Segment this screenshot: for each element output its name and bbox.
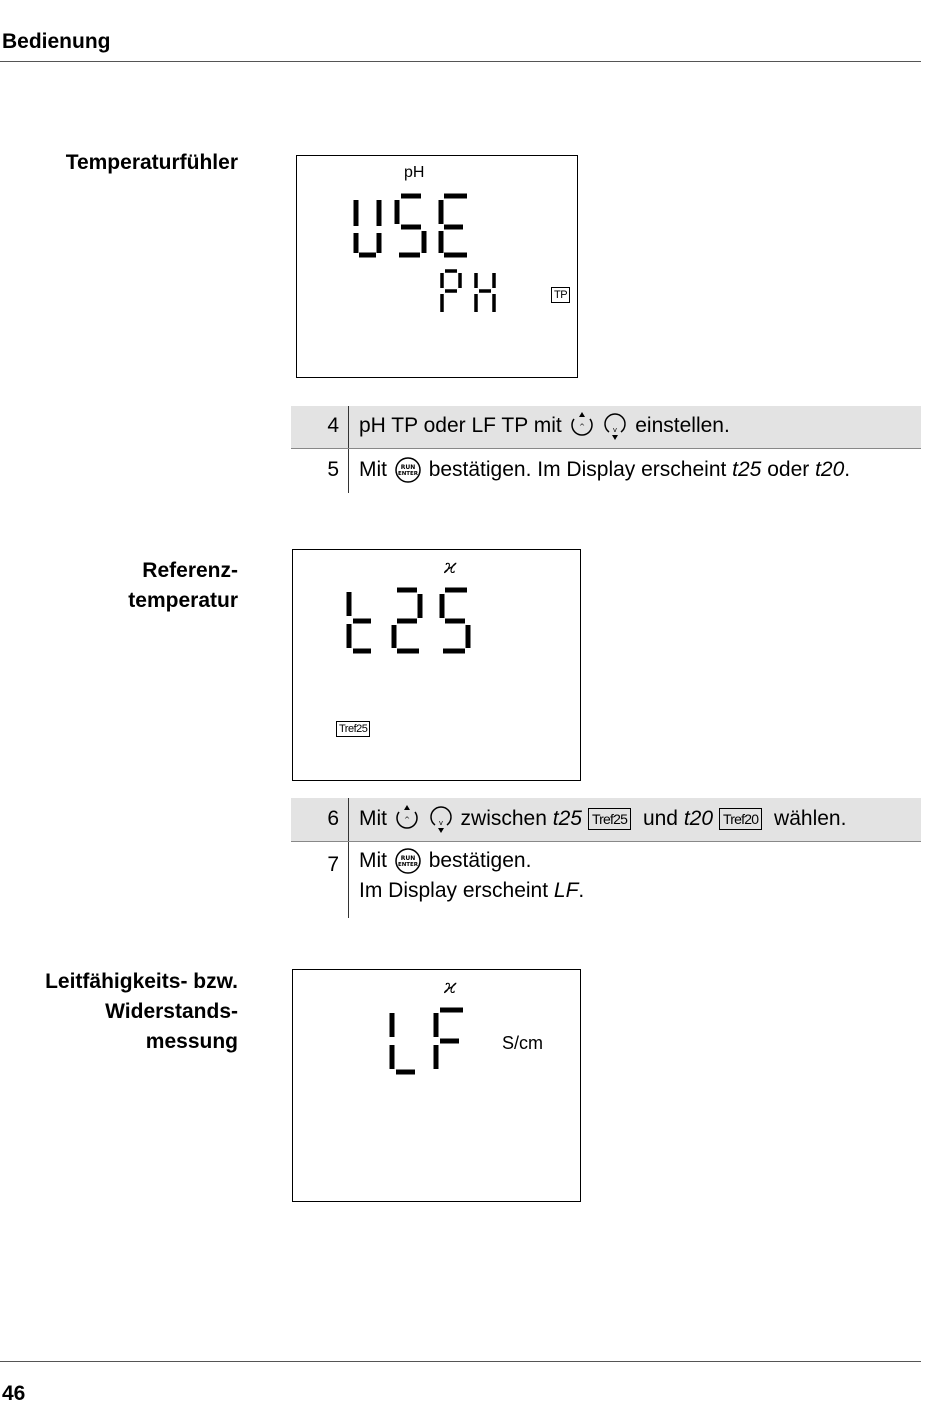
step-value: t25 <box>732 458 762 481</box>
section-label-leitfaehigkeit <box>45 967 238 1057</box>
svg-text:RUN: RUN <box>400 464 416 472</box>
lcd-segment-text-t25 <box>293 550 582 782</box>
step-text-segment: und <box>642 807 678 830</box>
section-label-line: Leitfähigkeits- bzw. <box>45 970 238 993</box>
steps-table-4-5 <box>291 406 921 493</box>
step-text-line <box>359 876 921 906</box>
svg-text:ENTER: ENTER <box>397 471 418 478</box>
step-text-segment: wählen. <box>774 807 847 830</box>
lcd-tp-indicator: TP <box>551 287 570 303</box>
lcd-display-lf <box>292 969 581 1202</box>
step-text-segment: pH TP oder LF TP mit <box>359 414 562 437</box>
tref20-indicator: Tref20 <box>719 808 762 830</box>
lcd-conductivity-symbol: ϰ <box>444 974 457 998</box>
lcd-ph-symbol: pH <box>404 164 425 181</box>
svg-text:^: ^ <box>403 816 410 825</box>
step-text-segment: Mit <box>359 849 387 872</box>
down-arrow-key-icon <box>427 803 455 835</box>
section-label-temperaturfuehler <box>66 148 238 178</box>
step-row <box>291 406 921 449</box>
lcd-display-use-ph <box>296 155 578 378</box>
run-enter-key-icon <box>393 846 423 876</box>
step-text-segment: . <box>844 458 851 481</box>
step-text-segment: bestätigen. Im Display erscheint <box>428 458 727 481</box>
section-label-line: Temperaturfühler <box>65 151 238 174</box>
up-arrow-key-icon <box>393 803 421 835</box>
lcd-conductivity-symbol: ϰ <box>444 554 457 578</box>
header-rule <box>0 61 921 62</box>
step-text-segment: Mit <box>359 807 387 830</box>
step-text-segment: Mit <box>359 458 387 481</box>
section-label-line: Referenz- <box>142 559 238 582</box>
step-value: t20 <box>683 807 714 830</box>
lcd-unit-label: S/cm <box>502 1033 544 1053</box>
step-row <box>291 798 921 842</box>
step-text <box>349 798 922 842</box>
steps-table-6-7 <box>291 798 921 918</box>
step-number: 7 <box>291 842 349 919</box>
section-label-referenztemperatur <box>128 556 238 616</box>
down-arrow-key-icon <box>601 410 629 442</box>
svg-text:v: v <box>613 426 618 435</box>
step-text-segment: oder <box>767 458 810 481</box>
step-text <box>349 406 922 449</box>
step-row <box>291 449 921 494</box>
step-value: t20 <box>815 458 845 481</box>
step-text-segment: zwischen <box>460 807 547 830</box>
step-text <box>349 449 922 494</box>
section-label-line: Widerstands- <box>105 1000 238 1023</box>
step-text-line <box>359 846 921 876</box>
section-label-line: temperatur <box>128 589 238 612</box>
step-text <box>349 842 922 919</box>
step-text-segment: . <box>578 879 585 903</box>
lcd-segment-text-use-ph <box>297 156 579 379</box>
svg-text:RUN: RUN <box>400 855 416 863</box>
up-arrow-key-icon <box>568 410 596 442</box>
lcd-display-t25 <box>292 549 581 781</box>
svg-text:v: v <box>438 819 443 828</box>
running-header: Bedienung <box>2 30 111 53</box>
svg-text:^: ^ <box>578 423 585 432</box>
page-number: 46 <box>2 1382 26 1405</box>
step-number: 4 <box>291 406 349 449</box>
lcd-tref25-indicator: Tref25 <box>336 721 370 737</box>
footer-rule <box>0 1361 921 1362</box>
tref25-indicator: Tref25 <box>588 808 631 830</box>
step-number: 5 <box>291 449 349 494</box>
step-row <box>291 842 921 919</box>
run-enter-key-icon <box>393 455 423 485</box>
step-value: t25 <box>552 807 582 830</box>
step-value: LF <box>553 879 579 903</box>
section-label-line: messung <box>145 1030 238 1053</box>
svg-text:ENTER: ENTER <box>397 862 418 869</box>
step-number: 6 <box>291 798 349 842</box>
step-text-segment: einstellen. <box>635 414 730 437</box>
step-text-segment: bestätigen. <box>428 849 532 872</box>
step-text-segment: Im Display erscheint <box>359 879 549 903</box>
lcd-segment-text-lf <box>293 970 582 1203</box>
